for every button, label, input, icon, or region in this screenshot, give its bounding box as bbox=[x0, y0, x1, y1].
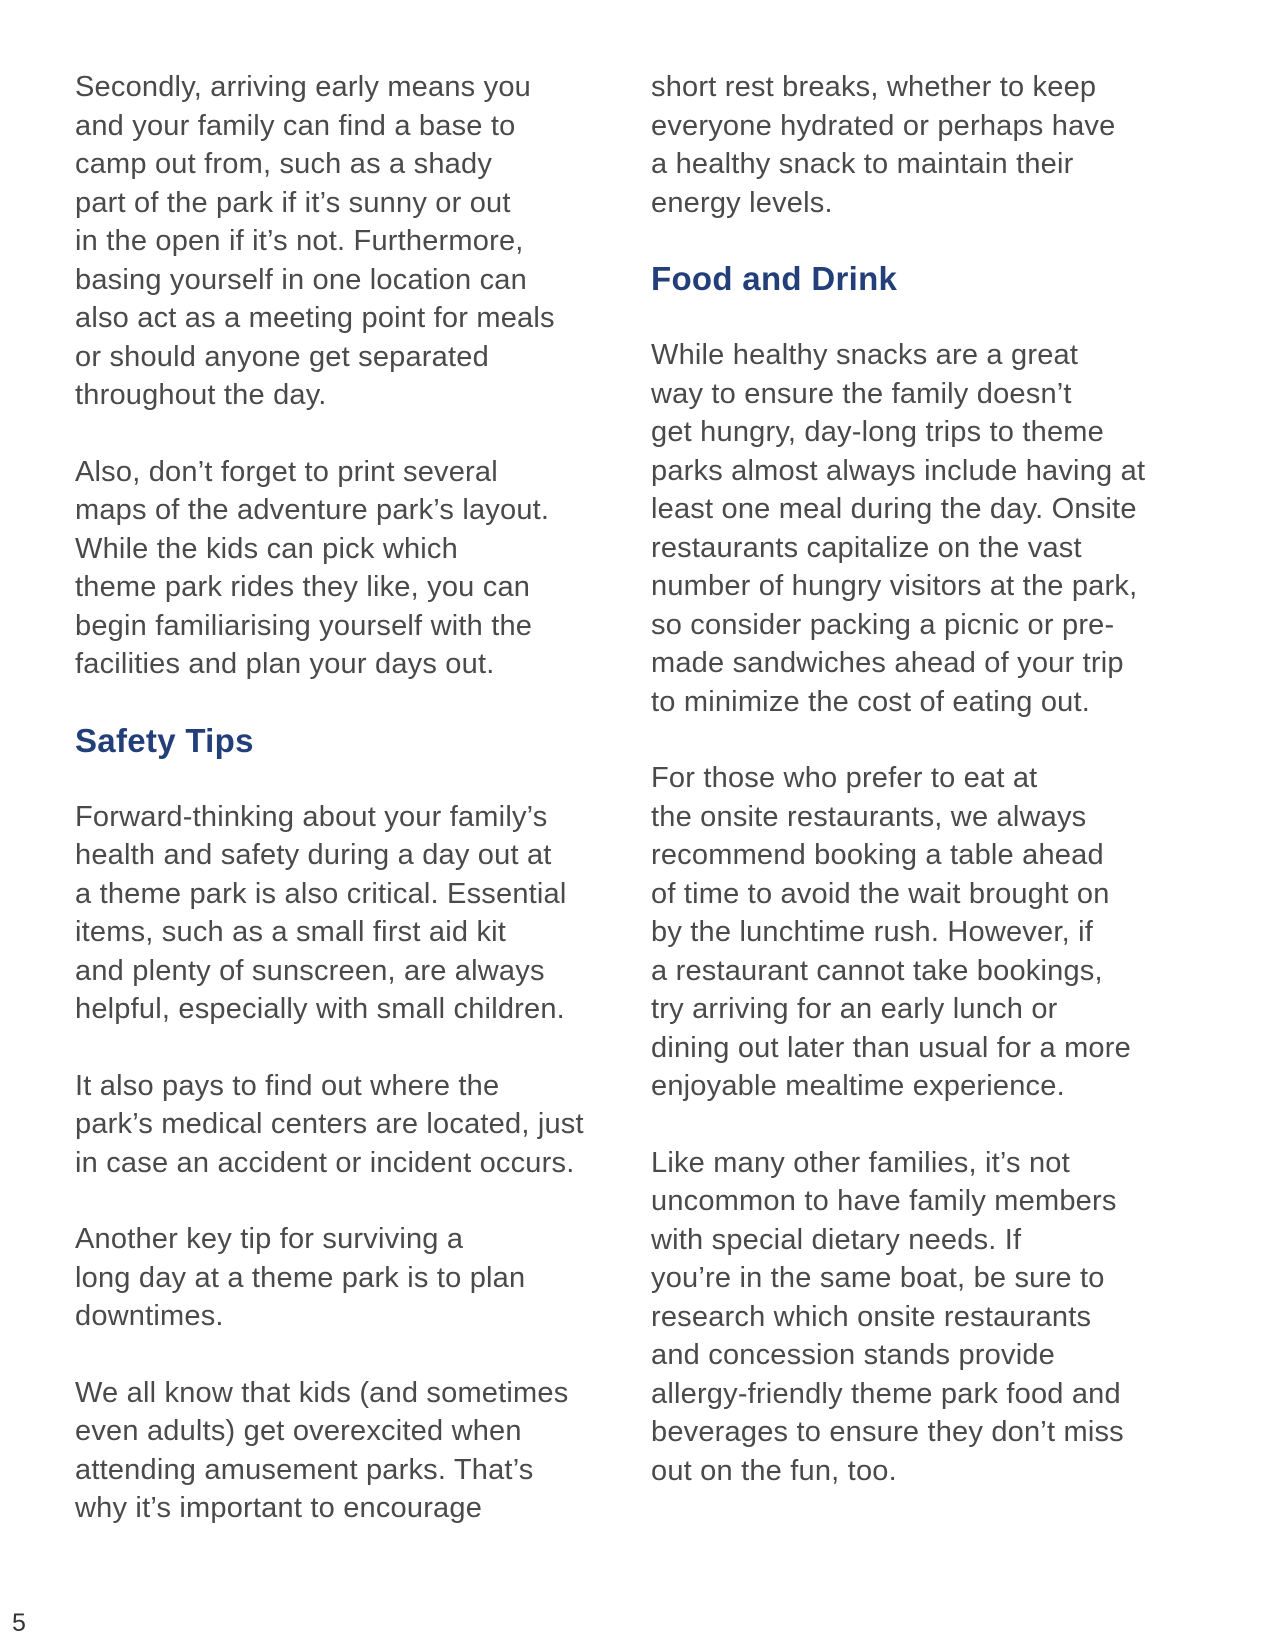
paragraph-healthy-snacks bbox=[651, 336, 1211, 721]
text-line: also act as a meeting point for meals bbox=[75, 302, 555, 334]
text-line: way to ensure the family doesn’t bbox=[651, 377, 1072, 410]
text-line: to minimize the cost of eating out. bbox=[651, 685, 1090, 718]
text-line: out on the fun, too. bbox=[651, 1454, 897, 1487]
text-line: so consider packing a picnic or pre- bbox=[651, 608, 1115, 641]
text-line: dining out later than usual for a more bbox=[651, 1031, 1131, 1064]
text-line: part of the park if it’s sunny or out bbox=[75, 186, 511, 219]
right-column bbox=[651, 68, 1211, 1528]
heading-food-and-drink: Food and Drink bbox=[651, 260, 898, 297]
text-line: least one meal during the day. Onsite bbox=[651, 493, 1137, 525]
text-line: and concession stands provide bbox=[651, 1339, 1055, 1371]
text-line: Forward-thinking about your family’s bbox=[75, 800, 548, 833]
text-line: throughout the day. bbox=[75, 379, 327, 411]
text-line: Also, don’t forget to print several bbox=[75, 455, 498, 488]
text-line: recommend booking a table ahead bbox=[651, 839, 1104, 871]
text-line: why it’s important to encourage bbox=[75, 1492, 483, 1524]
text-line: made sandwiches ahead of your trip bbox=[651, 647, 1124, 679]
text-line: in the open if it’s not. Furthermore, bbox=[75, 225, 524, 257]
text-line: even adults) get overexcited when bbox=[75, 1415, 522, 1447]
text-line: items, such as a small first aid kit bbox=[75, 916, 507, 948]
text-line: number of hungry visitors at the park, bbox=[651, 570, 1138, 602]
text-line: While healthy snacks are a great bbox=[651, 339, 1079, 371]
text-line: theme park rides they like, you can bbox=[75, 571, 531, 603]
text-line: Another key tip for surviving a bbox=[75, 1223, 464, 1255]
paragraph-onsite-restaurants bbox=[651, 759, 1211, 1106]
paragraph-health-safety bbox=[75, 798, 635, 1029]
text-line: begin familiarising yourself with the bbox=[75, 609, 533, 642]
text-line: a healthy snack to maintain their bbox=[651, 148, 1074, 180]
text-line: research which onsite restaurants bbox=[651, 1300, 1092, 1333]
text-line: you’re in the same boat, be sure to bbox=[651, 1262, 1105, 1294]
text-line: basing yourself in one location can bbox=[75, 263, 527, 296]
text-line: maps of the adventure park’s layout. bbox=[75, 494, 550, 526]
text-line: Like many other families, it’s not bbox=[651, 1146, 1070, 1179]
text-line: downtimes. bbox=[75, 1300, 224, 1332]
text-line: or should anyone get separated bbox=[75, 340, 489, 373]
text-line: uncommon to have family members bbox=[651, 1185, 1117, 1217]
text-line: It also pays to find out where the bbox=[75, 1069, 500, 1102]
text-line: enjoyable mealtime experience. bbox=[651, 1070, 1065, 1102]
text-line: a theme park is also critical. Essential bbox=[75, 877, 567, 910]
text-line: in case an accident or incident occurs. bbox=[75, 1146, 575, 1179]
paragraph-print-maps bbox=[75, 453, 635, 684]
text-line: try arriving for an early lunch or bbox=[651, 993, 1058, 1025]
text-line: a restaurant cannot take bookings, bbox=[651, 954, 1103, 987]
text-line: We all know that kids (and sometimes bbox=[75, 1376, 569, 1409]
text-line: of time to avoid the wait brought on bbox=[651, 877, 1110, 910]
text-line: parks almost always include having at bbox=[651, 454, 1146, 487]
heading-safety-tips: Safety Tips bbox=[75, 721, 254, 759]
text-line: restaurants capitalize on the vast bbox=[651, 531, 1082, 564]
paragraph-downtimes bbox=[75, 1220, 635, 1336]
text-line: the onsite restaurants, we always bbox=[651, 800, 1087, 833]
text-line: camp out from, such as a shady bbox=[75, 148, 493, 180]
paragraph-arriving-early bbox=[75, 68, 635, 415]
text-line: everyone hydrated or perhaps have bbox=[651, 109, 1116, 142]
text-line: facilities and plan your days out. bbox=[75, 648, 495, 680]
text-line: short rest breaks, whether to keep bbox=[651, 71, 1097, 103]
text-line: Secondly, arriving early means you bbox=[75, 71, 531, 103]
paragraph-dietary-needs bbox=[651, 1144, 1211, 1491]
text-line: with special dietary needs. If bbox=[651, 1223, 1022, 1256]
text-line: helpful, especially with small children. bbox=[75, 993, 565, 1025]
text-line: health and safety during a day out at bbox=[75, 839, 552, 871]
text-line: park’s medical centers are located, just bbox=[75, 1108, 584, 1140]
text-line: allergy-friendly theme park food and bbox=[651, 1377, 1121, 1410]
text-line: long day at a theme park is to plan bbox=[75, 1261, 526, 1294]
text-line: and plenty of sunscreen, are always bbox=[75, 954, 545, 987]
page-number: 5 bbox=[12, 1609, 26, 1637]
text-line: energy levels. bbox=[651, 186, 833, 219]
text-line: and your family can find a base to bbox=[75, 109, 516, 142]
text-line: attending amusement parks. That’s bbox=[75, 1453, 534, 1486]
text-line: While the kids can pick which bbox=[75, 532, 458, 565]
text-line: get hungry, day-long trips to theme bbox=[651, 416, 1104, 448]
paragraph-overexcited-kids bbox=[75, 1374, 635, 1528]
text-line: beverages to ensure they don’t miss bbox=[651, 1416, 1124, 1448]
paragraph-medical-centers bbox=[75, 1067, 635, 1183]
text-line: by the lunchtime rush. However, if bbox=[651, 916, 1093, 948]
paragraph-rest-breaks bbox=[651, 68, 1211, 222]
left-column bbox=[75, 68, 635, 1566]
text-line: For those who prefer to eat at bbox=[651, 762, 1038, 794]
